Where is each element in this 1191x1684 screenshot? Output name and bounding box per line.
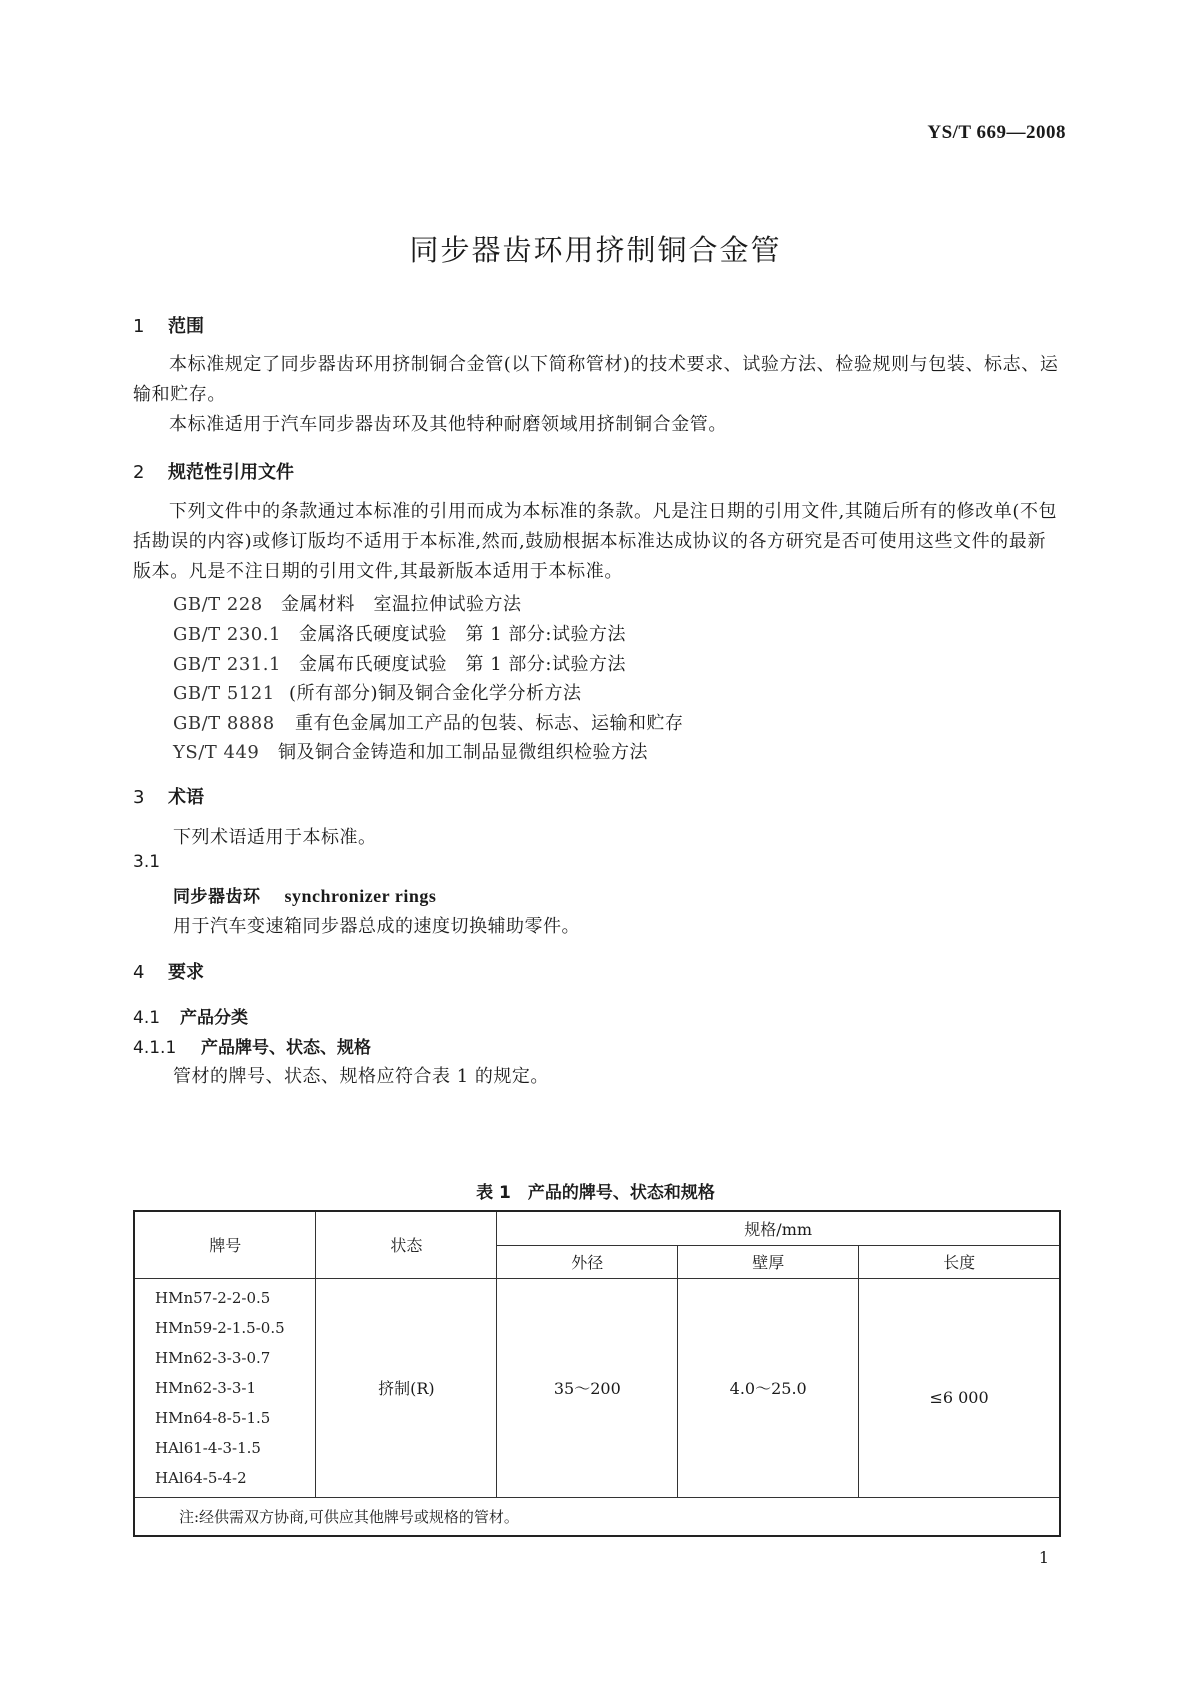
reference-title: 铜及铜合金铸造和加工制品显微组织检验方法 xyxy=(278,742,648,763)
document-title: 同步器齿环用挤制铜合金管 xyxy=(409,233,782,267)
term-entry xyxy=(173,882,436,907)
section-4-heading xyxy=(133,958,204,984)
spec-table xyxy=(133,1210,1061,1537)
section-1-paragraph-2: 本标准适用于汽车同步器齿环及其他特种耐磨领域用挤制铜合金管。 xyxy=(169,414,727,435)
section-number: 3 xyxy=(133,787,145,808)
section-number: 4.1.1 xyxy=(133,1038,177,1058)
reference-code: GB/T 230.1 xyxy=(173,624,281,645)
standard-number: YS/T 669—2008 xyxy=(927,122,1066,143)
section-title: 产品分类 xyxy=(180,1008,248,1028)
section-2-paragraph: 下列文件中的条款通过本标准的引用而成为本标准的条款。凡是注日期的引用文件,其随后所有的修改单(不包括勘误的内容)或修订版均不适用于本标准,然而,鼓励根据本标准达成协议的各方研究是否可使用这些文件的最新版本。凡是不注日期的引用文件,其最新版本适用于本标准。 xyxy=(133,501,1058,582)
section-number: 3.1 xyxy=(133,852,161,872)
reference-item xyxy=(173,590,522,616)
section-2-heading xyxy=(133,458,294,484)
reference-item xyxy=(173,709,684,735)
reference-code: GB/T 231.1 xyxy=(173,654,281,675)
wall-thickness-cell: 4.0～25.0 xyxy=(678,1278,859,1497)
reference-code: YS/T 449 xyxy=(173,742,260,763)
header-length: 长度 xyxy=(859,1245,1060,1278)
reference-code: GB/T 5121 xyxy=(173,683,275,704)
temper-cell: 挤制(R) xyxy=(316,1278,497,1497)
term-english: synchronizer rings xyxy=(284,886,437,906)
table-header-row xyxy=(134,1211,1060,1245)
table-note: 注:经供需双方协商,可供应其他牌号或规格的管材。 xyxy=(134,1497,1060,1536)
reference-title: 金属洛氏硬度试验 第 1 部分:试验方法 xyxy=(299,624,626,645)
reference-item xyxy=(173,679,582,705)
reference-item xyxy=(173,738,648,764)
grade-item: HMn59-2-1.5-0.5 xyxy=(155,1318,285,1337)
table-note-row xyxy=(134,1497,1060,1536)
section-number: 1 xyxy=(133,316,145,337)
section-number: 4.1 xyxy=(133,1008,161,1028)
grade-item: HAl64-5-4-2 xyxy=(155,1468,247,1487)
header-wall-thickness: 壁厚 xyxy=(678,1245,859,1278)
section-3-intro: 下列术语适用于本标准。 xyxy=(173,827,377,848)
section-3-heading xyxy=(133,783,204,809)
grade-item: HMn62-3-3-1 xyxy=(155,1378,257,1397)
grade-item: HAl61-4-3-1.5 xyxy=(155,1438,261,1457)
reference-title: 重有色金属加工产品的包装、标志、运输和贮存 xyxy=(295,713,684,734)
section-title: 规范性引用文件 xyxy=(168,462,294,483)
reference-title: 金属材料 室温拉伸试验方法 xyxy=(281,594,522,615)
term-chinese: 同步器齿环 xyxy=(173,887,261,907)
reference-title: (所有部分)铜及铜合金化学分析方法 xyxy=(289,683,582,704)
reference-title: 金属布氏硬度试验 第 1 部分:试验方法 xyxy=(299,654,626,675)
subsection-3-1-number xyxy=(133,852,160,872)
header-grade: 牌号 xyxy=(134,1211,316,1278)
subsection-4-1-1-text: 管材的牌号、状态、规格应符合表 1 的规定。 xyxy=(173,1066,549,1087)
section-number: 4 xyxy=(133,962,145,983)
section-1-heading xyxy=(133,312,204,338)
subsection-4-1-heading xyxy=(133,1003,248,1028)
grade-item: HMn64-8-5-1.5 xyxy=(155,1408,271,1427)
section-title: 术语 xyxy=(168,787,204,808)
reference-item xyxy=(173,620,626,646)
grade-item: HMn62-3-3-0.7 xyxy=(155,1348,271,1367)
length-cell: ≤6 000 xyxy=(859,1278,1060,1497)
reference-code: GB/T 8888 xyxy=(173,713,275,734)
term-definition: 用于汽车变速箱同步器总成的速度切换辅助零件。 xyxy=(173,916,580,937)
header-temper: 状态 xyxy=(316,1211,497,1278)
table-caption: 表 1 产品的牌号、状态和规格 xyxy=(476,1183,715,1203)
outer-diameter-cell: 35～200 xyxy=(497,1278,678,1497)
section-title: 范围 xyxy=(168,316,204,337)
section-title: 要求 xyxy=(168,962,204,983)
grade-list-cell xyxy=(134,1278,316,1497)
section-number: 2 xyxy=(133,462,145,483)
grade-item: HMn57-2-2-0.5 xyxy=(155,1288,271,1307)
page-number: 1 xyxy=(1038,1548,1049,1567)
section-1-paragraph-1: 本标准规定了同步器齿环用挤制铜合金管(以下简称管材)的技术要求、试验方法、检验规则与包装、标志、运输和贮存。 xyxy=(133,354,1059,405)
subsection-4-1-1-heading xyxy=(133,1033,371,1058)
reference-code: GB/T 228 xyxy=(173,594,263,615)
header-outer-diameter: 外径 xyxy=(497,1245,678,1278)
section-title: 产品牌号、状态、规格 xyxy=(201,1038,371,1058)
header-spec: 规格/mm xyxy=(497,1211,1060,1245)
table-row xyxy=(134,1278,1060,1497)
reference-item xyxy=(173,650,626,676)
